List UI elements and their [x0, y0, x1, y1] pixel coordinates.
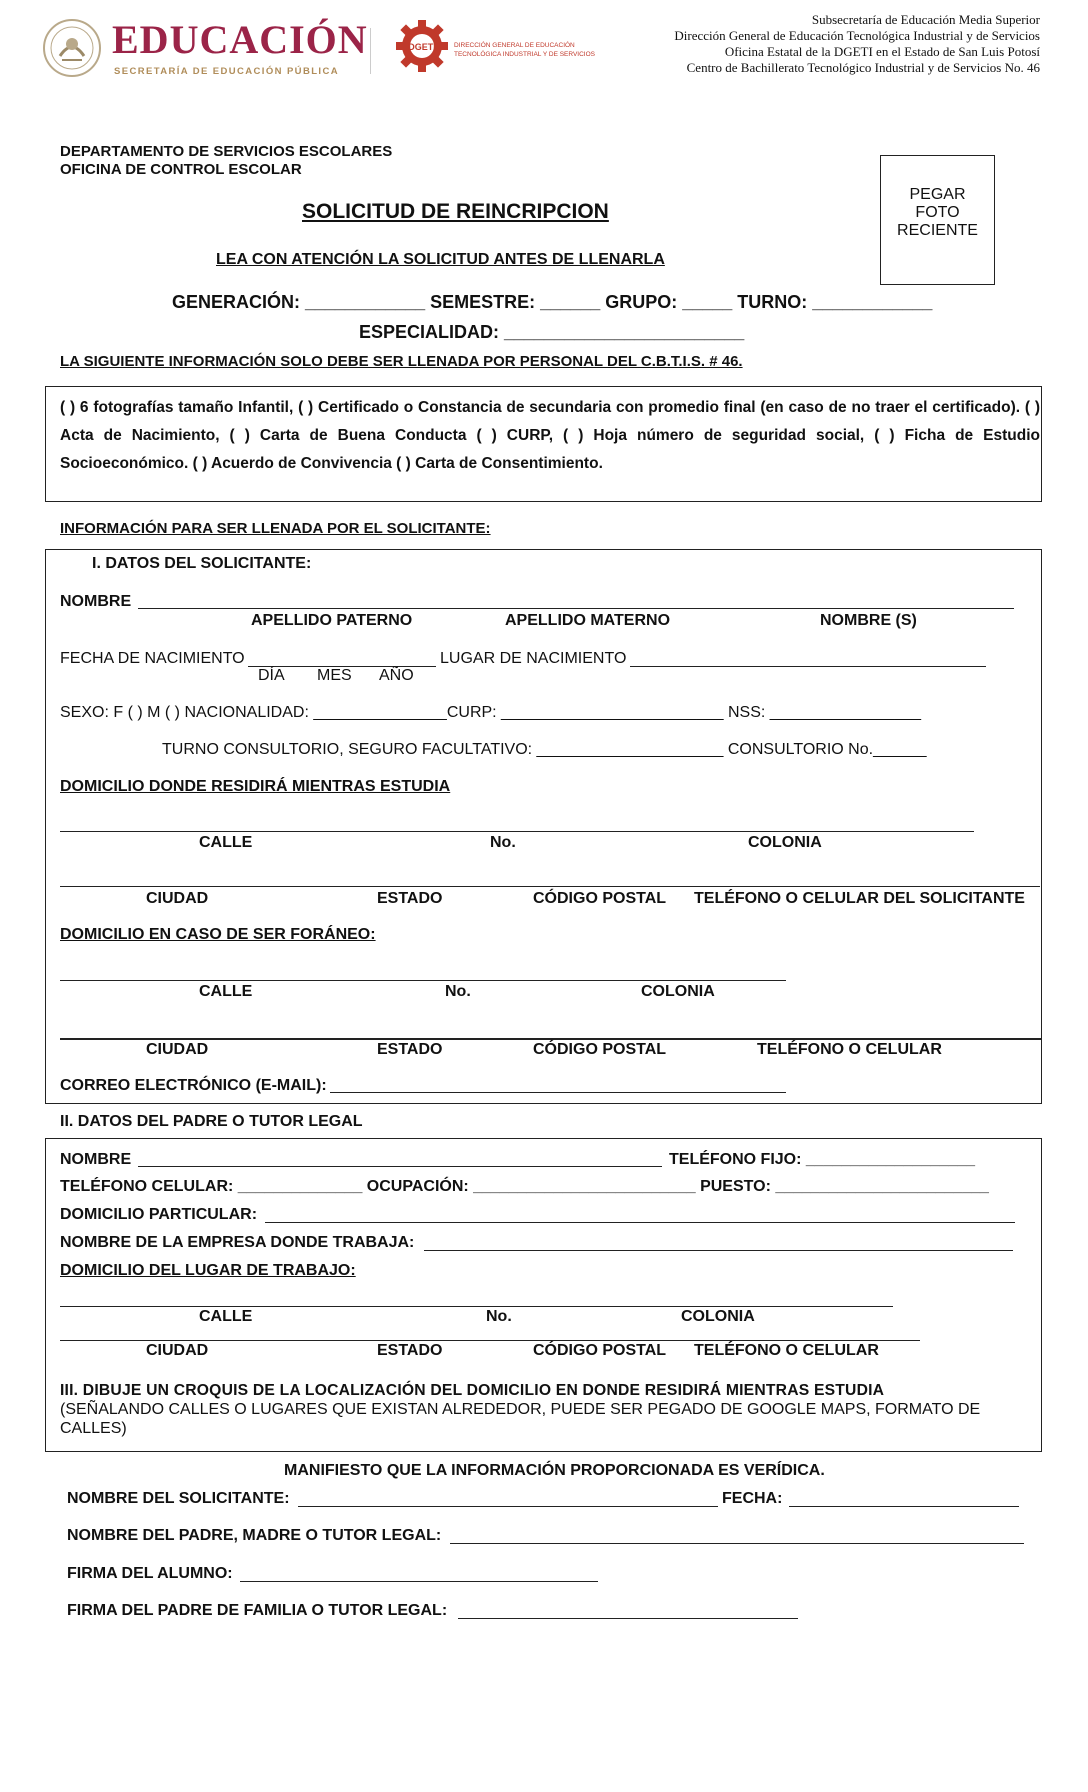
nombre-padre-input[interactable]: [450, 1543, 1024, 1544]
estado-caption: ESTADO: [377, 890, 443, 907]
tutor-celular-line[interactable]: TELÉFONO CELULAR: ______________ OCUPACIÓN: _________________________ PUESTO: ________________________: [60, 1178, 989, 1195]
photo-box-line-3: RECIENTE: [897, 222, 978, 239]
applicant-header: INFORMACIÓN PARA SER LLENADA POR EL SOLICITANTE:: [60, 520, 491, 537]
trabajo-telefono-caption: TELÉFONO O CELULAR: [694, 1342, 879, 1359]
foraneo-numero-caption: No.: [445, 983, 471, 1000]
trabajo-calle-caption: CALLE: [199, 1308, 253, 1325]
anio-caption: AÑO: [379, 667, 414, 684]
dgeti-gear-icon: [394, 18, 450, 74]
trabajo-numero-caption: No.: [486, 1308, 512, 1325]
header-right-line-4: Centro de Bachillerato Tecnológico Industrial y de Servicios No. 46: [686, 60, 1040, 75]
apellido-materno-caption: APELLIDO MATERNO: [505, 612, 671, 629]
foraneo-telefono-caption: TELÉFONO O CELULAR: [757, 1041, 942, 1058]
email-input-line[interactable]: [330, 1092, 786, 1093]
trabajo-colonia-caption: COLONIA: [681, 1308, 755, 1325]
dgeti-text-2: TECNOLÓGICA INDUSTRIAL Y DE SERVICIOS: [454, 51, 595, 58]
page-title: SOLICITUD DE REINCRIPCION: [302, 200, 609, 223]
mexico-seal-icon: [42, 16, 102, 80]
dgeti-badge: DGETI: [408, 42, 436, 52]
mes-caption: MES: [317, 667, 352, 684]
foraneo-codigo-postal-caption: CÓDIGO POSTAL: [533, 1041, 667, 1058]
trabajo-ciudad-caption: CIUDAD: [146, 1342, 209, 1359]
email-label: CORREO ELECTRÓNICO (E-MAIL):: [60, 1077, 327, 1094]
trabajo-estado-caption: ESTADO: [377, 1342, 443, 1359]
foraneo-line-1[interactable]: [60, 980, 786, 981]
tutor-nombre-label: NOMBRE: [60, 1151, 132, 1168]
calle-caption: CALLE: [199, 834, 253, 851]
header-right-line-2: Dirección General de Educación Tecnológica Industrial y de Servicios: [674, 28, 1040, 43]
header-right-line-1: Subsecretaría de Educación Media Superior: [811, 12, 1040, 27]
ciudad-caption: CIUDAD: [146, 890, 209, 907]
section2-title: II. DATOS DEL PADRE O TUTOR LEGAL: [60, 1113, 363, 1130]
tutor-nombre-input[interactable]: [138, 1166, 662, 1167]
nombre-solicitante-label: NOMBRE DEL SOLICITANTE:: [67, 1490, 290, 1507]
foraneo-estado-caption: ESTADO: [377, 1041, 443, 1058]
firma-alumno-input[interactable]: [240, 1581, 598, 1582]
specialty-line[interactable]: ESPECIALIDAD: ________________________: [359, 322, 745, 342]
educacion-title: EDUCACIÓN: [112, 17, 368, 62]
empresa-input[interactable]: [424, 1250, 1013, 1251]
domicilio-line-1[interactable]: [60, 831, 974, 832]
fecha-input[interactable]: [789, 1506, 1019, 1507]
tutor-telefono-fijo[interactable]: TELÉFONO FIJO: ___________________: [669, 1151, 975, 1168]
fecha-label: FECHA:: [722, 1490, 783, 1507]
photo-box-line-2: FOTO: [915, 204, 960, 221]
domicilio-line-2[interactable]: [60, 886, 1040, 887]
domicilio-residencia-title: DOMICILIO DONDE RESIDIRÁ MIENTRAS ESTUDIA: [60, 778, 451, 795]
page-subtitle: LEA CON ATENCIÓN LA SOLICITUD ANTES DE LLENARLA: [216, 251, 665, 268]
manifest-statement: MANIFIESTO QUE LA INFORMACIÓN PROPORCIONADA ES VERÍDICA.: [284, 1462, 825, 1479]
photo-box-line-1: PEGAR: [909, 186, 966, 203]
empresa-label: NOMBRE DE LA EMPRESA DONDE TRABAJA:: [60, 1234, 415, 1251]
dept-line-2: OFICINA DE CONTROL ESCOLAR: [60, 161, 302, 178]
trabajo-codigo-postal-caption: CÓDIGO POSTAL: [533, 1342, 667, 1359]
foraneo-ciudad-caption: CIUDAD: [146, 1041, 209, 1058]
telefono-solicitante-caption: TELÉFONO O CELULAR DEL SOLICITANTE: [694, 890, 1025, 907]
staff-note: LA SIGUIENTE INFORMACIÓN SOLO DEBE SER LLENADA POR PERSONAL DEL C.B.T.I.S. # 46.: [60, 353, 743, 370]
dia-caption: DÍA: [258, 667, 285, 684]
domicilio-particular-input[interactable]: [265, 1222, 1015, 1223]
photo-box[interactable]: [880, 155, 995, 285]
foraneo-calle-caption: CALLE: [199, 983, 253, 1000]
numero-caption: No.: [490, 834, 516, 851]
turno-consultorio-line[interactable]: TURNO CONSULTORIO, SEGURO FACULTATIVO: _____________________ CONSULTORIO No.______: [162, 741, 927, 758]
domicilio-particular-label: DOMICILIO PARTICULAR:: [60, 1206, 258, 1223]
nombre-solicitante-input[interactable]: [298, 1506, 718, 1507]
trabajo-line-1[interactable]: [60, 1306, 893, 1307]
foraneo-colonia-caption: COLONIA: [641, 983, 715, 1000]
section1-title: I. DATOS DEL SOLICITANTE:: [92, 555, 312, 572]
domicilio-trabajo-title: DOMICILIO DEL LUGAR DE TRABAJO:: [60, 1262, 356, 1279]
apellido-paterno-caption: APELLIDO PATERNO: [251, 612, 413, 629]
nombres-caption: NOMBRE (S): [820, 612, 917, 629]
domicilio-foraneo-title: DOMICILIO EN CASO DE SER FORÁNEO:: [60, 926, 376, 943]
colonia-caption: COLONIA: [748, 834, 822, 851]
lugar-nacimiento-input[interactable]: [630, 666, 986, 667]
educacion-subtitle: SECRETARÍA DE EDUCACIÓN PÚBLICA: [114, 66, 339, 77]
nombre-input-line[interactable]: [138, 608, 1014, 609]
lugar-nacimiento-label: LUGAR DE NACIMIENTO: [440, 650, 627, 667]
firma-padre-input[interactable]: [458, 1618, 798, 1619]
nombre-label: NOMBRE: [60, 593, 132, 610]
fecha-nacimiento-label: FECHA DE NACIMIENTO: [60, 650, 245, 667]
dgeti-text-1: DIRECCIÓN GENERAL DE EDUCACIÓN: [454, 42, 575, 49]
dept-line-1: DEPARTAMENTO DE SERVICIOS ESCOLARES: [60, 143, 393, 160]
section3-note: (SEÑALANDO CALLES O LUGARES QUE EXISTAN ALREDEDOR, PUEDE SER PEGADO DE GOOGLE MAPS, FORMATO DE CALLES): [60, 1401, 981, 1437]
foraneo-line-2[interactable]: [60, 1038, 1042, 1040]
firma-padre-label: FIRMA DEL PADRE DE FAMILIA O TUTOR LEGAL:: [67, 1602, 448, 1619]
firma-alumno-label: FIRMA DEL ALUMNO:: [67, 1565, 233, 1582]
header-right-line-3: Oficina Estatal de la DGETI en el Estado de San Luis Potosí: [724, 44, 1040, 59]
trabajo-line-2[interactable]: [60, 1340, 920, 1341]
documents-checklist[interactable]: ( ) 6 fotografías tamaño Infantil, ( ) Certificado o Constancia de secundaria con promedio final (en caso de no traer el certificado). ( ) Acta de Nacimiento, ( ) Carta de Buena Conducta ( ) CURP, ( ) Hoja número de seguridad social, ( ) Ficha de Estudio Socioeconómico. ( ) Acuerdo de Convivencia ( ) Carta de Consentimiento.: [60, 399, 1040, 472]
generation-line[interactable]: GENERACIÓN: ____________ SEMESTRE: ______ GRUPO: _____ TURNO: ____________: [172, 292, 933, 312]
codigo-postal-caption: CÓDIGO POSTAL: [533, 890, 667, 907]
sexo-curp-line[interactable]: SEXO: F ( ) M ( ) NACIONALIDAD: _______________CURP: _________________________ NSS: _________________: [60, 704, 922, 721]
section3-title: III. DIBUJE UN CROQUIS DE LA LOCALIZACIÓN DEL DOMICILIO EN DONDE RESIDIRÁ MIENTRAS ESTUDIA: [60, 1382, 885, 1399]
header-divider: [370, 28, 371, 74]
nombre-padre-label: NOMBRE DEL PADRE, MADRE O TUTOR LEGAL:: [67, 1527, 442, 1544]
applicant-box: [45, 549, 1042, 1104]
